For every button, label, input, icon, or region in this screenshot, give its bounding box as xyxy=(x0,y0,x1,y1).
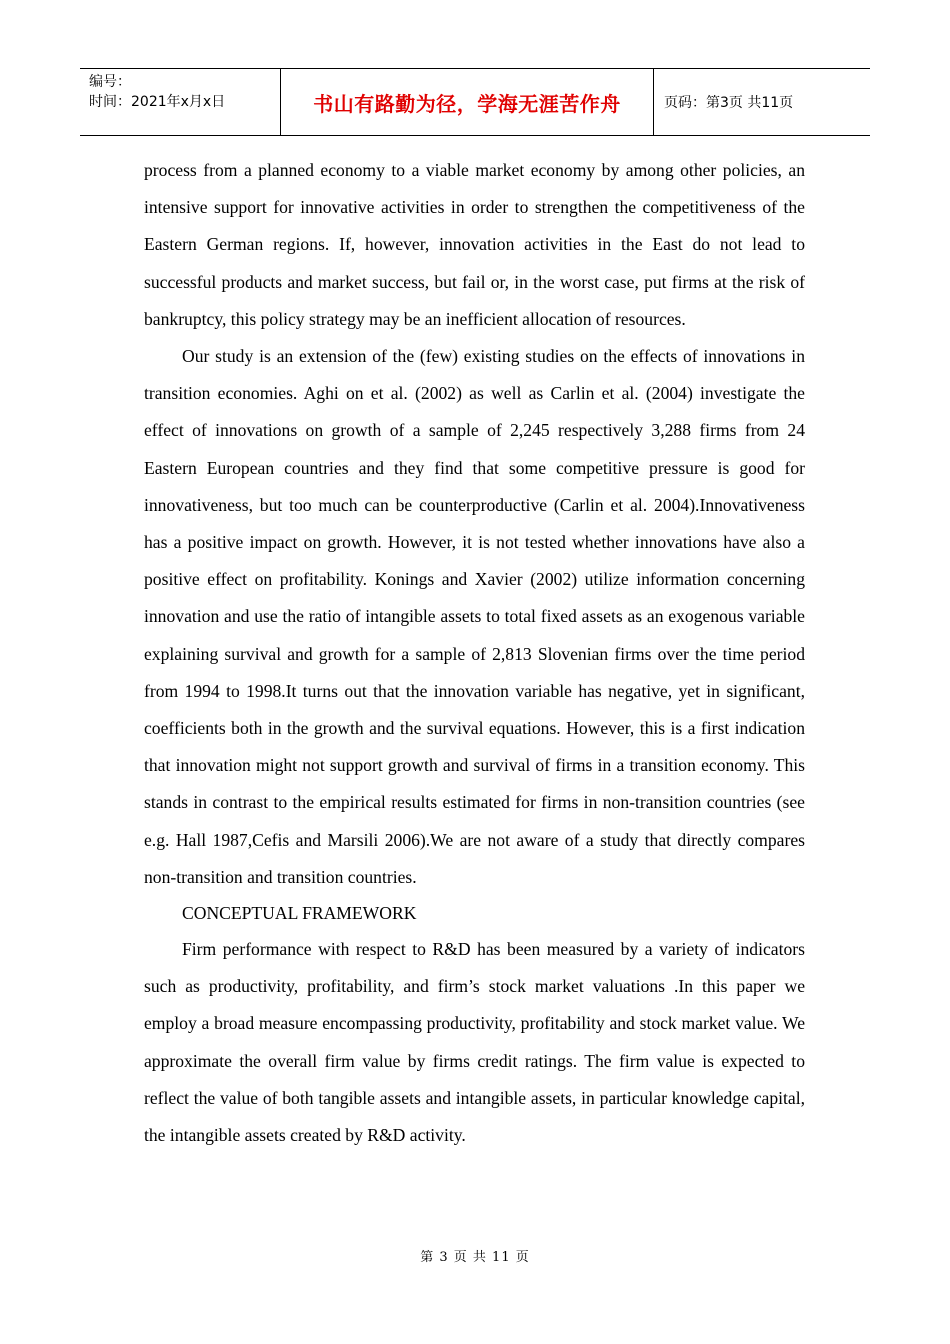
header-left-cell xyxy=(80,69,281,135)
serial-label: 编号： xyxy=(89,74,131,90)
body-text xyxy=(144,152,805,1154)
date-label: 时间：2021年x月x日 xyxy=(89,94,226,110)
header-motto: 书山有路勤为径，学海无涯苦作舟 xyxy=(281,69,654,135)
section-heading: CONCEPTUAL FRAMEWORK xyxy=(182,903,417,924)
paragraph-existing-studies: Our study is an extension of the (few) existing studies on the effects of innovations in transition economies. Aghi on et al. (2002) as well as Carlin et al. (2004) investigate the effect of innovations on growth of a sample of 2,245 respectively 3,288 firms from 24 Eastern European countries and they find that some competitive pressure is good for innovativeness, but too much can be counterproductive (Carlin et al. 2004).Innovativeness has a positive impact on growth. However, it is not tested whether innovations have also a positive effect on profitability. Konings and Xavier (2002) utilize information concerning innovation and use the ratio of intangible assets to total fixed assets as an exogenous variable explaining survival and growth for a sample of 2,813 Slovenian firms over the time period from 1994 to 1998.It turns out that the innovation variable has negative, yet in significant, coefficients both in the growth and the survival equations. However, this is a first indication that innovation might not support growth and survival of firms in a transition economy. This stands in contrast to the empirical results estimated for firms in non-transition countries (see e.g. Hall 1987,Cefis and Marsili 2006).We are not aware of a study that directly compares non-transition and transition countries. xyxy=(144,346,805,887)
header-page-info: 页码：第3页 共11页 xyxy=(664,95,794,111)
paragraph-continuation: process from a planned economy to a viable market economy by among other policies, an intensive support for innovative activities in order to strengthen the competitiveness of the Eastern German regions. If, however, innovation activities in the East do not lead to successful products and market success, but fail or, in the worst case, put firms at the risk of bankruptcy, this policy strategy may be an inefficient allocation of resources. xyxy=(144,160,805,329)
page-footer: 第 3 页 共 11 页 xyxy=(420,1250,530,1265)
paragraph-firm-performance: Firm performance with respect to R&D has been measured by a variety of indicators such as productivity, profitability, and firm’s stock market valuations .In this paper we employ a broad measure encompassing productivity, profitability and stock market value. We approximate the overall firm value by firms credit ratings. The firm value is expected to reflect the value of both tangible assets and intangible assets, in particular knowledge capital, the intangible assets created by R&D activity. xyxy=(144,939,805,1146)
page-header xyxy=(80,68,870,136)
